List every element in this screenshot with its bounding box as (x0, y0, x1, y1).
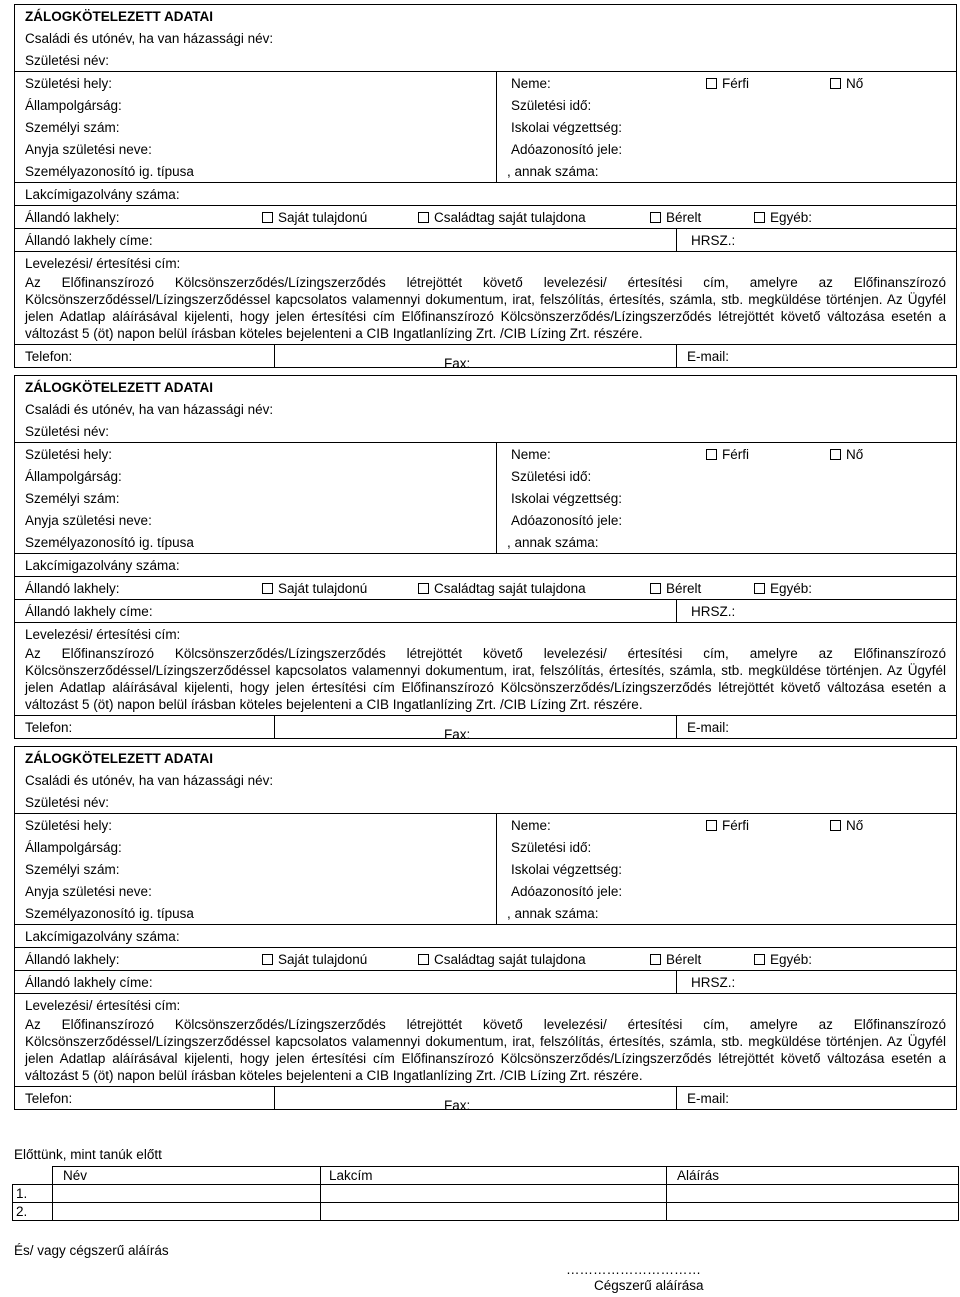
female-checkbox[interactable] (830, 78, 841, 89)
rented-checkbox[interactable] (650, 212, 661, 223)
company-signature-label: És/ vagy cégszerű aláírás (14, 1243, 169, 1258)
witness-2-address[interactable] (321, 1203, 667, 1221)
citizenship-field[interactable]: Állampolgárság: (15, 465, 497, 487)
mail-address-field[interactable]: Levelezési/ értesítési cím: (15, 252, 957, 275)
gender-label: Neme: (511, 446, 551, 462)
fax-field[interactable] (275, 345, 677, 371)
id-number-field[interactable]: , annak száma: (497, 531, 957, 554)
birth-name-field[interactable]: Születési név: (15, 420, 957, 443)
pledgor-form-table (14, 4, 957, 371)
birth-date-field[interactable]: Születési idő: (497, 94, 957, 116)
education-field[interactable]: Iskolai végzettség: (497, 116, 957, 138)
witnesses-heading: Előttünk, mint tanúk előtt (14, 1147, 162, 1162)
residence-address-field[interactable]: Állandó lakhely címe: (15, 229, 677, 252)
gender-field (497, 443, 957, 466)
gender-label: Neme: (511, 817, 551, 833)
block-title: ZÁLOGKÖTELEZETT ADATAI (15, 5, 957, 28)
residence-type-field (15, 206, 957, 229)
citizenship-field[interactable]: Állampolgárság: (15, 836, 497, 858)
family-own-checkbox[interactable] (418, 583, 429, 594)
residence-label: Állandó lakhely: (25, 209, 120, 225)
fax-label: Fax: (444, 727, 471, 742)
rented-label: Bérelt (666, 209, 702, 225)
birth-date-field[interactable]: Születési idő: (497, 465, 957, 487)
mail-address-field[interactable]: Levelezési/ értesítési cím: (15, 994, 957, 1017)
other-label: Egyéb: (770, 209, 813, 225)
phone-field[interactable]: Telefon: (15, 716, 275, 739)
citizenship-field[interactable]: Állampolgárság: (15, 94, 497, 116)
residence-label: Állandó lakhely: (25, 951, 120, 967)
gender-field (497, 72, 957, 95)
company-signature-caption: Cégszerű aláírása (594, 1278, 704, 1293)
birth-place-field[interactable]: Születési hely: (15, 814, 497, 837)
notice-paragraph: Az Előfinanszírozó Kölcsönszerződés/Lízingszerződés létrejöttét követő levelezési/ értesítési cím, amelyre az Előfinanszírozó Kölcsönszerződéssel/Lízingszerződéssel kapcsolatos valamennyi dokumentum, irat, felszólítás, értesítés, számla, stb. megküldése történjen. Az Ügyfél jelen Adatlap aláírásával kijelenti, hogy jelen értesítési cím Előfinanszírozó Kölcsönszerződés/Lízingszerződés létrejöttét követő változása esetén a változást 5 (öt) napon belül írásban köteles bejelenteni a CIB Ingatlanlízing Zrt. /CIB Lízing Zrt. részére. (15, 645, 957, 716)
male-label: Férfi (722, 446, 749, 462)
gender-field (497, 814, 957, 837)
mother-name-field[interactable]: Anyja születési neve: (15, 509, 497, 531)
id-type-field[interactable]: Személyazonosító ig. típusa (15, 902, 497, 925)
own-label: Saját tulajdonú (278, 209, 368, 225)
female-checkbox[interactable] (830, 449, 841, 460)
family-own-checkbox[interactable] (418, 212, 429, 223)
witness-row-number: 1. (13, 1185, 53, 1203)
tax-id-field[interactable]: Adóazonosító jele: (497, 509, 957, 531)
rented-checkbox[interactable] (650, 583, 661, 594)
company-signature-line[interactable]: ………………………… (566, 1262, 701, 1277)
witness-1-name[interactable] (53, 1185, 321, 1203)
own-checkbox[interactable] (262, 583, 273, 594)
block-title: ZÁLOGKÖTELEZETT ADATAI (15, 747, 957, 770)
other-label: Egyéb: (770, 951, 813, 967)
tax-id-field[interactable]: Adóazonosító jele: (497, 138, 957, 160)
witness-col-address: Lakcím (321, 1167, 667, 1185)
own-checkbox[interactable] (262, 212, 273, 223)
pledgor-form-table (14, 746, 957, 1113)
own-checkbox[interactable] (262, 954, 273, 965)
residence-address-field[interactable]: Állandó lakhely címe: (15, 600, 677, 623)
mother-name-field[interactable]: Anyja születési neve: (15, 880, 497, 902)
residence-type-field (15, 577, 957, 600)
male-label: Férfi (722, 75, 749, 91)
address-card-field[interactable]: Lakcímigazolvány száma: (15, 183, 957, 206)
female-label: Nő (846, 446, 864, 462)
witness-col-signature: Aláírás (667, 1167, 959, 1185)
rented-checkbox[interactable] (650, 954, 661, 965)
id-type-field[interactable]: Személyazonosító ig. típusa (15, 531, 497, 554)
address-card-field[interactable]: Lakcímigazolvány száma: (15, 554, 957, 577)
rented-label: Bérelt (666, 580, 702, 596)
phone-field[interactable]: Telefon: (15, 1087, 275, 1110)
id-type-field[interactable]: Személyazonosító ig. típusa (15, 160, 497, 183)
birth-name-field[interactable]: Születési név: (15, 49, 957, 72)
female-checkbox[interactable] (830, 820, 841, 831)
fax-field[interactable] (275, 1087, 677, 1113)
birth-date-field[interactable]: Születési idő: (497, 836, 957, 858)
witnesses-table (12, 1166, 959, 1221)
hrsz-field[interactable]: HRSZ.: (677, 971, 957, 994)
female-label: Nő (846, 817, 864, 833)
personal-id-field[interactable]: Személyi szám: (15, 858, 497, 880)
personal-id-field[interactable]: Személyi szám: (15, 116, 497, 138)
other-checkbox[interactable] (754, 583, 765, 594)
family-own-label: Családtag saját tulajdona (434, 209, 586, 225)
other-label: Egyéb: (770, 580, 813, 596)
female-label: Nő (846, 75, 864, 91)
mother-name-field[interactable]: Anyja születési neve: (15, 138, 497, 160)
witness-1-signature[interactable] (667, 1185, 959, 1203)
pledgor-form-table (14, 375, 957, 742)
name-married-field[interactable]: Családi és utónév, ha van házassági név: (15, 27, 957, 49)
witness-col-name: Név (53, 1167, 321, 1185)
name-married-field[interactable]: Családi és utónév, ha van házassági név: (15, 769, 957, 791)
pledgor-data-block (14, 746, 956, 1113)
phone-field[interactable]: Telefon: (15, 345, 275, 368)
family-own-label: Családtag saját tulajdona (434, 951, 586, 967)
education-field[interactable]: Iskolai végzettség: (497, 858, 957, 880)
notice-paragraph: Az Előfinanszírozó Kölcsönszerződés/Lízingszerződés létrejöttét követő levelezési/ értesítési cím, amelyre az Előfinanszírozó Kölcsönszerződéssel/Lízingszerződéssel kapcsolatos valamennyi dokumentum, irat, felszólítás, értesítés, számla, stb. megküldése történjen. Az Ügyfél jelen Adatlap aláírásával kijelenti, hogy jelen értesítési cím Előfinanszírozó Kölcsönszerződés/Lízingszerződés létrejöttét követő változása esetén a változást 5 (öt) napon belül írásban köteles bejelenteni a CIB Ingatlanlízing Zrt. /CIB Lízing Zrt. részére. (15, 274, 957, 345)
residence-type-field (15, 948, 957, 971)
other-checkbox[interactable] (754, 212, 765, 223)
family-own-checkbox[interactable] (418, 954, 429, 965)
rented-label: Bérelt (666, 951, 702, 967)
male-checkbox[interactable] (706, 820, 717, 831)
own-label: Saját tulajdonú (278, 580, 368, 596)
education-field[interactable]: Iskolai végzettség: (497, 487, 957, 509)
own-label: Saját tulajdonú (278, 951, 368, 967)
hrsz-field[interactable]: HRSZ.: (677, 229, 957, 252)
pledgor-data-block (14, 375, 956, 742)
witness-2-name[interactable] (53, 1203, 321, 1221)
birth-place-field[interactable]: Születési hely: (15, 443, 497, 466)
male-label: Férfi (722, 817, 749, 833)
email-field[interactable]: E-mail: (677, 1087, 957, 1110)
tax-id-field[interactable]: Adóazonosító jele: (497, 880, 957, 902)
hrsz-field[interactable]: HRSZ.: (677, 600, 957, 623)
witness-row-number: 2. (13, 1203, 53, 1221)
fax-field[interactable] (275, 716, 677, 742)
residence-address-field[interactable]: Állandó lakhely címe: (15, 971, 677, 994)
birth-name-field[interactable]: Születési név: (15, 791, 957, 814)
address-card-field[interactable]: Lakcímigazolvány száma: (15, 925, 957, 948)
email-field[interactable]: E-mail: (677, 345, 957, 368)
family-own-label: Családtag saját tulajdona (434, 580, 586, 596)
gender-label: Neme: (511, 75, 551, 91)
mail-address-field[interactable]: Levelezési/ értesítési cím: (15, 623, 957, 646)
fax-label: Fax: (444, 356, 471, 371)
notice-paragraph: Az Előfinanszírozó Kölcsönszerződés/Lízingszerződés létrejöttét követő levelezési/ értesítési cím, amelyre az Előfinanszírozó Kölcsönszerződéssel/Lízingszerződéssel kapcsolatos valamennyi dokumentum, irat, felszólítás, értesítés, számla, stb. megküldése történjen. Az Ügyfél jelen Adatlap aláírásával kijelenti, hogy jelen értesítési cím Előfinanszírozó Kölcsönszerződés/Lízingszerződés létrejöttét követő változása esetén a változást 5 (öt) napon belül írásban köteles bejelenteni a CIB Ingatlanlízing Zrt. /CIB Lízing Zrt. részére. (15, 1016, 957, 1087)
id-number-field[interactable]: , annak száma: (497, 160, 957, 183)
male-checkbox[interactable] (706, 449, 717, 460)
other-checkbox[interactable] (754, 954, 765, 965)
email-field[interactable]: E-mail: (677, 716, 957, 739)
id-number-field[interactable]: , annak száma: (497, 902, 957, 925)
fax-label: Fax: (444, 1098, 471, 1113)
pledgor-data-block (14, 4, 956, 371)
witness-2-signature[interactable] (667, 1203, 959, 1221)
male-checkbox[interactable] (706, 78, 717, 89)
residence-label: Állandó lakhely: (25, 580, 120, 596)
block-title: ZÁLOGKÖTELEZETT ADATAI (15, 376, 957, 399)
birth-place-field[interactable]: Születési hely: (15, 72, 497, 95)
witness-1-address[interactable] (321, 1185, 667, 1203)
personal-id-field[interactable]: Személyi szám: (15, 487, 497, 509)
name-married-field[interactable]: Családi és utónév, ha van házassági név: (15, 398, 957, 420)
